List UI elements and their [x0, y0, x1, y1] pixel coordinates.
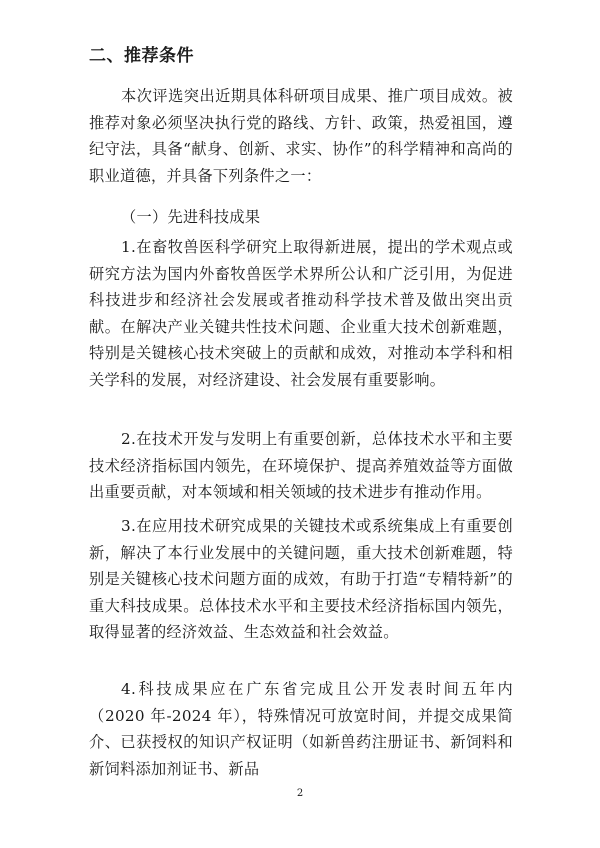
page-number: 2 [296, 788, 304, 799]
intro-paragraph: 本次评选突出近期具体科研项目成果、推广项目成效。被推荐对象必须坚决执行党的路线、方针、政策，热爱祖国，遵纪守法，具备“献身、创新、求实、协作”的科学精神和高尚的职业道德，并具备下列条件之一： [89, 87, 513, 185]
condition-item-1: 1.在畜牧兽医科学研究上取得新进展，提出的学术观点或研究方法为国内外畜牧兽医学术界所公认和广泛引用，为促进科技进步和经济社会发展或者推动科学技术普及做出突出贡献。在解决产业关键共性技术问题、企业重大技术创新难题，特别是关键核心技术突破上的贡献和成效，对推动本学科和相关学科的发展，对经济建设、社会发展有重要影响。 [89, 238, 513, 389]
subheading: （一）先进科技成果 [121, 208, 261, 226]
condition-item-4: 4.科技成果应在广东省完成且公开发表时间五年内（2020 年-2024 年），特殊情况可放宽时间，并提交成果简介、已获授权的知识产权证明（如新兽药注册证书、新饲料和新饲料添加剂证书、新品 [89, 680, 513, 778]
section-heading: 二、推荐条件 [89, 46, 194, 66]
condition-item-3: 3.在应用技术研究成果的关键技术或系统集成上有重要创新，解决了本行业发展中的关键问题，重大技术创新难题，特别是关键核心技术问题方面的成效，有助于打造“专精特新”的重大科技成果。总体技术水平和主要技术经济指标国内领先，取得显著的经济效益、生态效益和社会效益。 [89, 517, 513, 642]
condition-item-2: 2.在技术开发与发明上有重要创新，总体技术水平和主要技术经济指标国内领先，在环境保护、提高养殖效益等方面做出重要贡献，对本领域和相关领域的技术进步有推动作用。 [89, 430, 513, 502]
